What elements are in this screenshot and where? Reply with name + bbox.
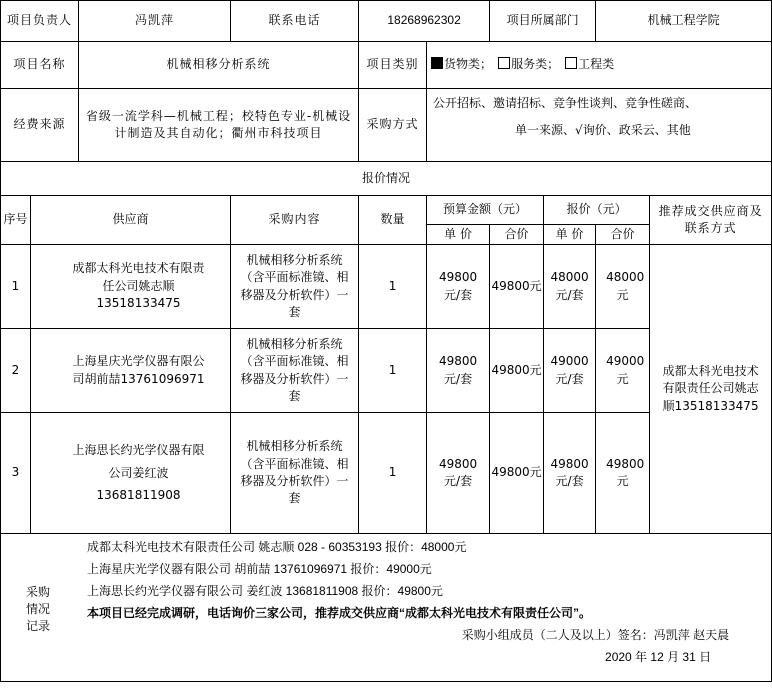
row-supplier: 成都太科光电技术有限责任公司姚志顺13518133475 bbox=[31, 245, 231, 329]
record-line-2: 上海星庆光学仪器有限公司 胡前喆 13761096971 报价：49000元 bbox=[87, 562, 432, 576]
row-no: 3 bbox=[1, 413, 31, 534]
record-signature: 采购小组成员（二人及以上）签名：冯凯萍 赵天晨 bbox=[461, 628, 730, 642]
row-budget-unit: 49800元/套 bbox=[427, 245, 490, 329]
col-no-header: 序号 bbox=[1, 196, 31, 245]
phone-value: 18268962302 bbox=[359, 1, 490, 42]
project-name-value: 机械相移分析系统 bbox=[79, 42, 359, 89]
quote-section-title-row bbox=[1, 162, 772, 196]
row-budget-total: 49800元 bbox=[490, 413, 544, 534]
record-line-1: 成都太科光电技术有限责任公司 姚志顺 028 - 60353193 报价：48000元 bbox=[87, 540, 467, 554]
quote-unit-subheader: 单 价 bbox=[544, 225, 596, 245]
category-service: 服务类； bbox=[498, 57, 559, 71]
budget-total-subheader: 合价 bbox=[490, 225, 544, 245]
col-supplier-header: 供应商 bbox=[31, 196, 231, 245]
quote-header-row-1 bbox=[1, 196, 772, 225]
row-budget-unit: 49800元/套 bbox=[427, 413, 490, 534]
funding-label: 经费来源 bbox=[1, 89, 79, 162]
record-cell bbox=[1, 534, 772, 682]
method-value bbox=[427, 89, 772, 162]
row-quote-total: 48000元 bbox=[596, 245, 650, 329]
row-quote-unit: 49800元/套 bbox=[544, 413, 596, 534]
record-line-4: 本项目已经完成调研，电话询价三家公司，推荐成交供应商“成都太科光电技术有限责任公司”。 bbox=[87, 606, 592, 620]
method-line-2: 单一来源、√询价、政采云、其他 bbox=[515, 123, 691, 138]
row-content: 机械相移分析系统（含平面标准镜、相移器及分析软件）一套 bbox=[231, 245, 359, 329]
project-leader-label: 项目负责人 bbox=[1, 1, 79, 42]
row-supplier: 上海思长约光学仪器有限公司姜红波13681811908 bbox=[31, 413, 231, 534]
record-lines bbox=[1, 536, 771, 668]
method-label: 采购方式 bbox=[359, 89, 427, 162]
method-line-1: 公开招标、邀请招标、竞争性谈判、竞争性磋商、 bbox=[433, 96, 698, 110]
col-recommend-header: 推荐成交供应商及联系方式 bbox=[650, 196, 772, 245]
row-content: 机械相移分析系统（含平面标准镜、相移器及分析软件）一套 bbox=[231, 413, 359, 534]
row-quote-total: 49800元 bbox=[596, 413, 650, 534]
record-date: 2020 年 12 月 31 日 bbox=[605, 650, 712, 664]
row-budget-total: 49800元 bbox=[490, 245, 544, 329]
row-content: 机械相移分析系统（含平面标准镜、相移器及分析软件）一套 bbox=[231, 329, 359, 413]
project-name-label: 项目名称 bbox=[1, 42, 79, 89]
record-row bbox=[1, 534, 772, 682]
unchecked-box-icon bbox=[565, 57, 577, 69]
row-quote-total: 49000元 bbox=[596, 329, 650, 413]
project-leader-value: 冯凯萍 bbox=[79, 1, 231, 42]
table-row bbox=[1, 245, 772, 329]
quote-total-subheader: 合价 bbox=[596, 225, 650, 245]
row-qty: 1 bbox=[359, 245, 427, 329]
header-row-leader bbox=[1, 1, 772, 42]
col-budget-header: 预算金额（元） bbox=[427, 196, 544, 225]
row-budget-total: 49800元 bbox=[490, 329, 544, 413]
row-qty: 1 bbox=[359, 329, 427, 413]
row-quote-unit: 49000元/套 bbox=[544, 329, 596, 413]
row-supplier: 上海星庆光学仪器有限公司胡前喆13761096971 bbox=[31, 329, 231, 413]
row-no: 2 bbox=[1, 329, 31, 413]
budget-unit-subheader: 单 价 bbox=[427, 225, 490, 245]
unchecked-box-icon bbox=[498, 57, 510, 69]
col-quote-header: 报价（元） bbox=[544, 196, 650, 225]
quote-section-title: 报价情况 bbox=[1, 162, 772, 196]
record-wrap bbox=[1, 534, 771, 680]
row-qty: 1 bbox=[359, 413, 427, 534]
phone-label: 联系电话 bbox=[231, 1, 359, 42]
col-qty-header: 数量 bbox=[359, 196, 427, 245]
category-label: 项目类别 bbox=[359, 42, 427, 89]
category-goods: 货物类； bbox=[431, 57, 492, 71]
funding-value: 省级一流学科—机械工程；校特色专业-机械设计制造及其自动化；衢州市科技项目 bbox=[79, 89, 359, 162]
record-line-3: 上海思长约光学仪器有限公司 姜红波 13681811908 报价：49800元 bbox=[87, 584, 443, 598]
category-options bbox=[427, 42, 772, 89]
col-content-header: 采购内容 bbox=[231, 196, 359, 245]
category-engineering: 工程类 bbox=[565, 57, 614, 71]
row-no: 1 bbox=[1, 245, 31, 329]
dept-label: 项目所属部门 bbox=[490, 1, 596, 42]
header-row-funding bbox=[1, 89, 772, 162]
dept-value: 机械工程学院 bbox=[596, 1, 772, 42]
header-row-project bbox=[1, 42, 772, 89]
row-budget-unit: 49800元/套 bbox=[427, 329, 490, 413]
recommended-supplier: 成都太科光电技术有限责任公司姚志顺13518133475 bbox=[650, 245, 772, 534]
row-quote-unit: 48000元/套 bbox=[544, 245, 596, 329]
checked-box-icon bbox=[431, 57, 443, 69]
record-label: 采购情况记录 bbox=[25, 585, 50, 633]
